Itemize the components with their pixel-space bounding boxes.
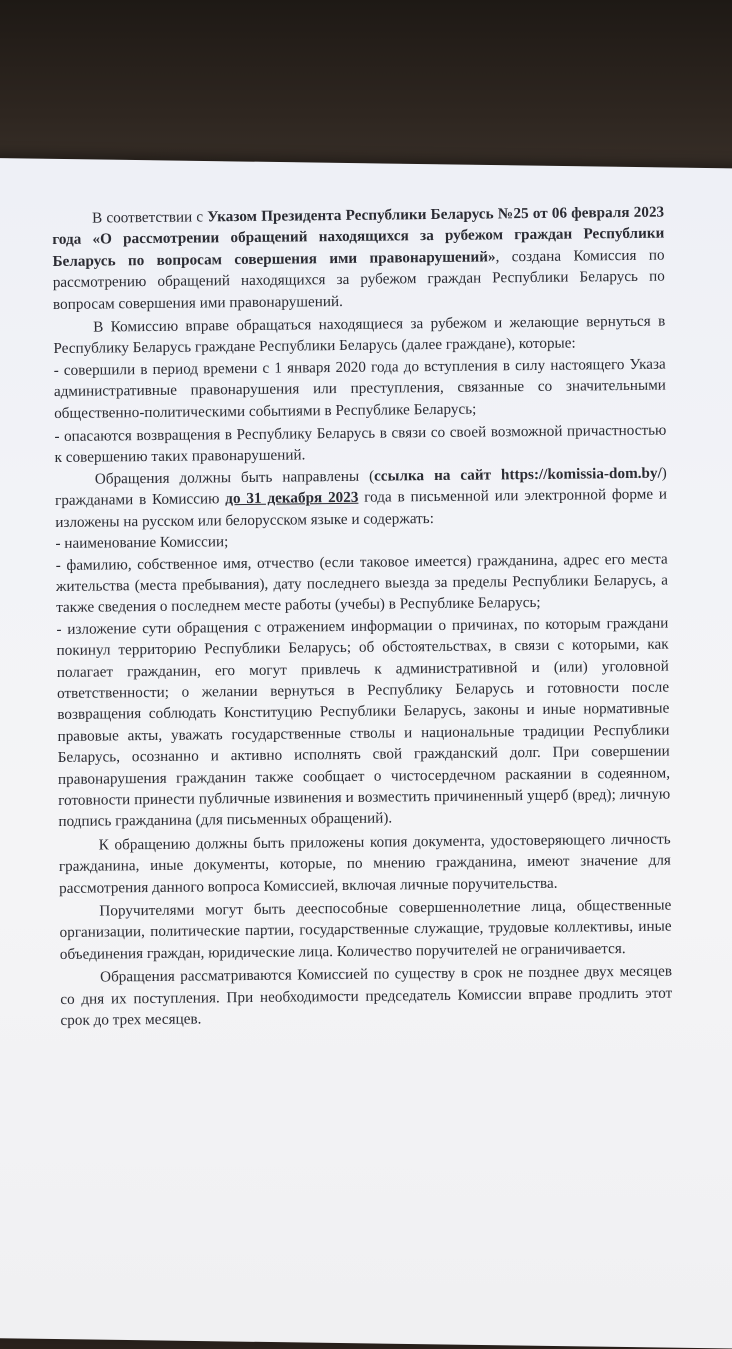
paragraph-eligibility: В Комиссию вправе обращаться находящиеся за рубежом и желающие вернуться в Республику Беларусь граждане Республики Беларусь (далее граждане), которые: [53,312,666,358]
list-item-personal-data: - фамилию, собственное имя, отчество (если таковое имеется) гражданина, адрес его места жительства (места пребывания), дату последнего выезда за пределы Республики Беларусь, а также сведения о последнем месте работы (учебы) в Республике Беларусь; [55,550,669,617]
list-item-commission-name: - наименование Комиссии; [55,533,229,553]
decree-reference: Указом Президента Республики Беларусь №25 от 06 февраля 2023 года «О рассмотрении обращений находящихся за рубежом граждан Республики Беларусь по вопросам совершения ими правонарушений» [52,203,665,270]
paragraph-submission: Обращения должны быть направлены (ссылка на сайт https://komissia-dom.by/) гражданами в Комиссию до 31 декабря 2023 года в письменной или электронной форме и изложены на русском или белорусском языке и содержать: [54,464,668,531]
document-body [52,202,673,1032]
deadline-date: до 31 декабря 2023 [225,489,359,508]
list-item-fear-return: - опасаются возвращения в Республику Беларусь в связи со своей возможной причастностью к совершению таких правонарушений. [54,421,667,467]
list-item-offenses: - совершили в период времени с 1 января 2020 года до вступления в силу настоящего Указа административные правонарушения или преступления, связанные со значительными общественно-политическими событиями в Республике Беларусь; [53,355,666,422]
paragraph-attachments: К обращению должны быть приложены копия документа, удостоверяющего личность гражданина, иные документы, которые, по мнению гражданина, имеют значение для рассмотрения данного вопроса Комиссией, включая личные поручительства. [58,830,671,897]
paragraph-review-terms: Обращения рассматриваются Комиссией по существу в срок не позднее двух месяцев со дня их поступления. При необходимости председатель Комиссии вправе продлить этот срок до трех месяцев. [60,962,673,1029]
paragraph-guarantors: Поручителями могут быть дееспособные совершеннолетние лица, общественные организации, политические партии, государственные служащие, трудовые коллективы, иные объединения граждан, юридические лица. Количество поручителей не ограничивается. [59,896,672,963]
paragraph-decree-intro: В соответствии с Указом Президента Республики Беларусь №25 от 06 февраля 2023 года «О рассмотрении обращений находящихся за рубежом граждан Республики Беларусь по вопросам совершения ими правонарушений», создана Комиссия по рассмотрению обращений находящихся за рубежом граждан Республики Беларусь по вопросам совершения ими правонарушений. [52,203,665,313]
website-link[interactable]: ссылка на сайт https://komissia-dom.by/ [374,464,662,485]
list-item-appeal-essence: - изложение сути обращения с отражением информации о причинах, по которым граждани покинул территорию Республики Беларусь; об обстоятельствах, в связи с которыми, как полагает гражданин, его могут привлечь к административной и (или) уголовной ответственности; о желании вернуться в Республику Беларусь и готовности после возвращения соблюдать Конституцию Республики Беларусь, законы и иные нормативные правовые акты, уважать государственные стволы и национальные традиции Республики Беларусь, осознанно и активно исполнять свой гражданский долг. При совершении правонарушения гражданин также сообщает о чистосердечном раскаянии в содеянном, готовности принести публичные извинения и возместить причиненный ущерб (вред); личную подпись гражданина (для письменных обращений). [56,614,671,831]
